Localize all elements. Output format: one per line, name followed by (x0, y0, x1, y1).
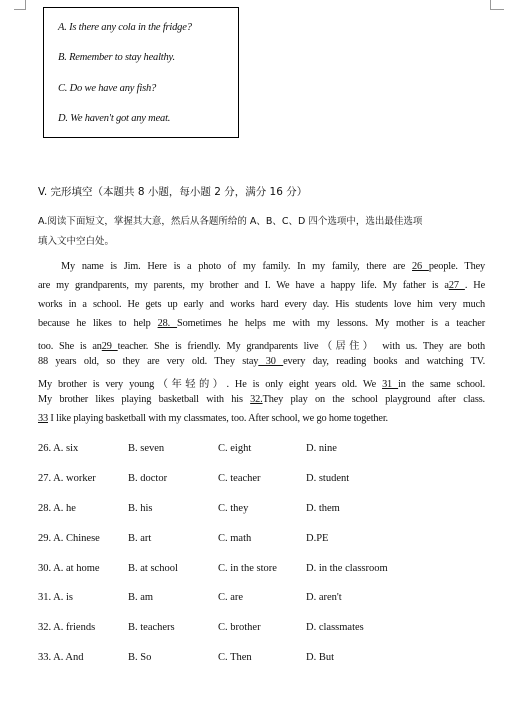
passage-line-2: are my grandparents, my parents, my brother and I. We have a happy life. My father is a27 . He (38, 280, 485, 291)
choice-a: 28. A. he (38, 503, 76, 514)
instruction-line-2: 填入文中空白处。 (38, 236, 115, 247)
blank-27: 27 (448, 280, 465, 291)
crop-mark-left-h (14, 9, 26, 10)
choice-c: C. Then (218, 652, 252, 663)
choice-d: D.PE (306, 533, 329, 544)
choice-b: B. seven (128, 443, 165, 454)
choice-b: B. art (128, 533, 152, 544)
choice-a: 32. A. friends (38, 622, 96, 633)
passage-line-5: too. She is an29 teacher. She is friendly. My grandparents live（居住） with us. They are both (38, 341, 485, 352)
choice-d: D. them (306, 503, 340, 514)
choice-b: B. doctor (128, 473, 168, 484)
choice-d: D. student (306, 473, 350, 484)
choice-a: 27. A. worker (38, 473, 96, 484)
crop-mark-right-h (490, 9, 504, 10)
passage-line-9: 33 I like playing basketball with my classmates, too. After school, we go home together. (38, 413, 388, 424)
choice-c: C. teacher (218, 473, 261, 484)
choice-c: C. are (218, 592, 244, 603)
choice-a: 30. A. at home (38, 563, 100, 574)
option-d: D. We haven't got any meat. (58, 113, 171, 124)
choice-d: D. nine (306, 443, 337, 454)
blank-28: 28. (157, 318, 178, 329)
passage-line-6: 88 years old, so they are very old. They stay 30 every day, reading books and watching TV. (38, 356, 485, 367)
question-row (38, 503, 485, 517)
question-row (38, 533, 485, 547)
question-row (38, 622, 485, 636)
choice-c: C. math (218, 533, 252, 544)
choice-c: C. in the store (218, 563, 277, 574)
question-row (38, 473, 485, 487)
options-box (43, 7, 239, 138)
choice-c: C. they (218, 503, 249, 514)
blank-33: 33 (38, 413, 48, 424)
choice-b: B. teachers (128, 622, 175, 633)
choice-d: D. But (306, 652, 335, 663)
instruction-line-1: A.阅读下面短文，掌握其大意，然后从各题所给的 A、B、C、D 四个选项中，选出最佳选项 (38, 216, 423, 227)
choice-d: D. in the classroom (306, 563, 388, 574)
question-row (38, 563, 485, 577)
question-row (38, 652, 485, 666)
choice-a: 29. A. Chinese (38, 533, 100, 544)
blank-31: 31 (382, 379, 399, 390)
choice-a: 26. A. six (38, 443, 79, 454)
section-title: V. 完形填空（本题共 8 小题，每小题 2 分，满分 16 分） (38, 186, 308, 198)
blank-30: 30 (258, 356, 284, 367)
passage-line-4: because he likes to help 28. Sometimes he helps me with my lessons. My mother is a teacher (38, 318, 485, 329)
blank-26: 26 (412, 261, 429, 272)
passage-line-3: works in a school. He gets up early and works hard every day. His students love him very much (38, 299, 485, 310)
choice-a: 33. A. And (38, 652, 84, 663)
choice-b: B. at school (128, 563, 178, 574)
choice-c: C. eight (218, 443, 252, 454)
option-a: A. Is there any cola in the fridge? (58, 22, 192, 33)
blank-32: 32. (250, 394, 263, 405)
choice-a: 31. A. is (38, 592, 74, 603)
option-b: B. Remember to stay healthy. (58, 52, 175, 63)
choice-c: C. brother (218, 622, 261, 633)
question-row (38, 443, 485, 457)
passage-line-7: My brother is very young（年轻的）. He is only eight years old. We 31 in the same school. (38, 379, 485, 390)
question-row (38, 592, 485, 606)
choice-d: D. aren't (306, 592, 342, 603)
option-c: C. Do we have any fish? (58, 83, 157, 94)
blank-29: 29 (101, 341, 118, 352)
choice-b: B. his (128, 503, 153, 514)
passage-line-1: My name is Jim. Here is a photo of my family. In my family, there are 26 people. They (61, 261, 485, 272)
choice-d: D. classmates (306, 622, 364, 633)
choice-b: B. am (128, 592, 154, 603)
passage-line-8: My brother likes playing basketball with his 32.They play on the school playground after class. (38, 394, 485, 405)
choice-b: B. So (128, 652, 152, 663)
